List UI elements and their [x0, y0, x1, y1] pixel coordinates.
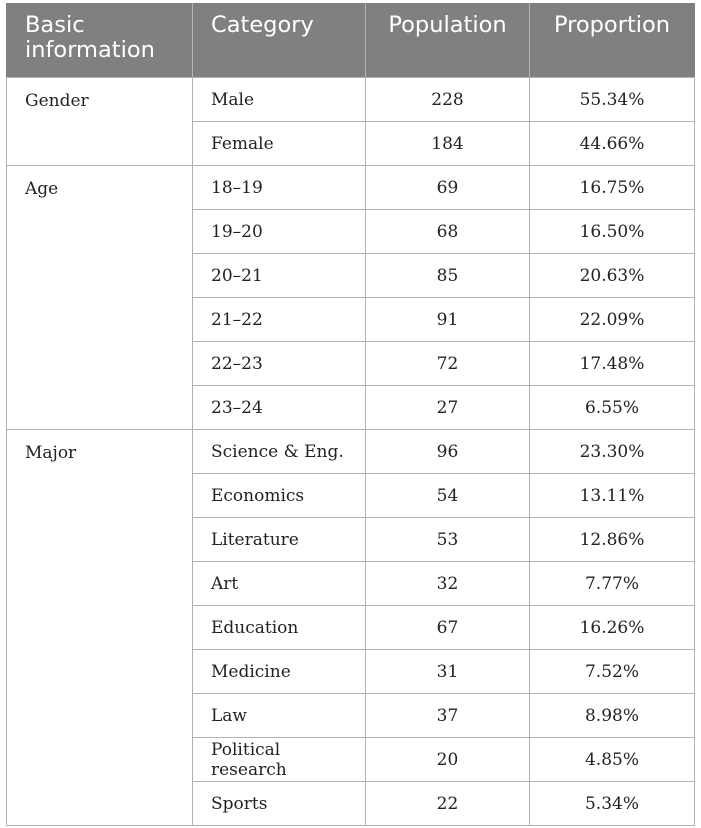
category-cell: 22–23	[193, 342, 366, 386]
population-cell: 31	[366, 650, 530, 694]
header-category: Category	[193, 4, 366, 78]
proportion-cell: 22.09%	[530, 298, 695, 342]
category-cell: 19–20	[193, 210, 366, 254]
proportion-cell: 16.75%	[530, 166, 695, 210]
category-cell: Literature	[193, 518, 366, 562]
proportion-cell: 17.48%	[530, 342, 695, 386]
proportion-cell: 8.98%	[530, 694, 695, 738]
proportion-cell: 12.86%	[530, 518, 695, 562]
population-cell: 91	[366, 298, 530, 342]
category-cell: Science & Eng.	[193, 430, 366, 474]
header-population: Population	[366, 4, 530, 78]
population-cell: 85	[366, 254, 530, 298]
demographics-table	[6, 3, 695, 826]
table-body	[7, 78, 695, 826]
population-cell: 22	[366, 782, 530, 826]
table-row	[7, 78, 695, 122]
population-cell: 72	[366, 342, 530, 386]
population-cell: 32	[366, 562, 530, 606]
category-cell: Education	[193, 606, 366, 650]
proportion-cell: 7.77%	[530, 562, 695, 606]
group-label-gender: Gender	[7, 78, 193, 166]
category-cell: Female	[193, 122, 366, 166]
group-label-major: Major	[7, 430, 193, 826]
category-cell: Sports	[193, 782, 366, 826]
category-cell: 21–22	[193, 298, 366, 342]
population-cell: 228	[366, 78, 530, 122]
population-cell: 53	[366, 518, 530, 562]
table-row	[7, 166, 695, 210]
category-cell: Economics	[193, 474, 366, 518]
category-cell: Law	[193, 694, 366, 738]
category-cell: 18–19	[193, 166, 366, 210]
category-cell: Male	[193, 78, 366, 122]
proportion-cell: 4.85%	[530, 738, 695, 782]
category-cell: Political research	[193, 738, 366, 782]
proportion-cell: 6.55%	[530, 386, 695, 430]
category-cell: Art	[193, 562, 366, 606]
proportion-cell: 20.63%	[530, 254, 695, 298]
proportion-cell: 44.66%	[530, 122, 695, 166]
population-cell: 68	[366, 210, 530, 254]
proportion-cell: 16.26%	[530, 606, 695, 650]
population-cell: 69	[366, 166, 530, 210]
header-basic-information: Basic information	[7, 4, 193, 78]
category-cell: Medicine	[193, 650, 366, 694]
population-cell: 27	[366, 386, 530, 430]
proportion-cell: 5.34%	[530, 782, 695, 826]
header-proportion: Proportion	[530, 4, 695, 78]
table-header	[7, 4, 695, 78]
category-cell: 20–21	[193, 254, 366, 298]
category-cell: 23–24	[193, 386, 366, 430]
table-row	[7, 430, 695, 474]
population-cell: 67	[366, 606, 530, 650]
population-cell: 37	[366, 694, 530, 738]
population-cell: 20	[366, 738, 530, 782]
header-row	[7, 4, 695, 78]
proportion-cell: 23.30%	[530, 430, 695, 474]
population-cell: 54	[366, 474, 530, 518]
population-cell: 184	[366, 122, 530, 166]
proportion-cell: 13.11%	[530, 474, 695, 518]
population-cell: 96	[366, 430, 530, 474]
group-label-age: Age	[7, 166, 193, 430]
proportion-cell: 7.52%	[530, 650, 695, 694]
proportion-cell: 16.50%	[530, 210, 695, 254]
proportion-cell: 55.34%	[530, 78, 695, 122]
